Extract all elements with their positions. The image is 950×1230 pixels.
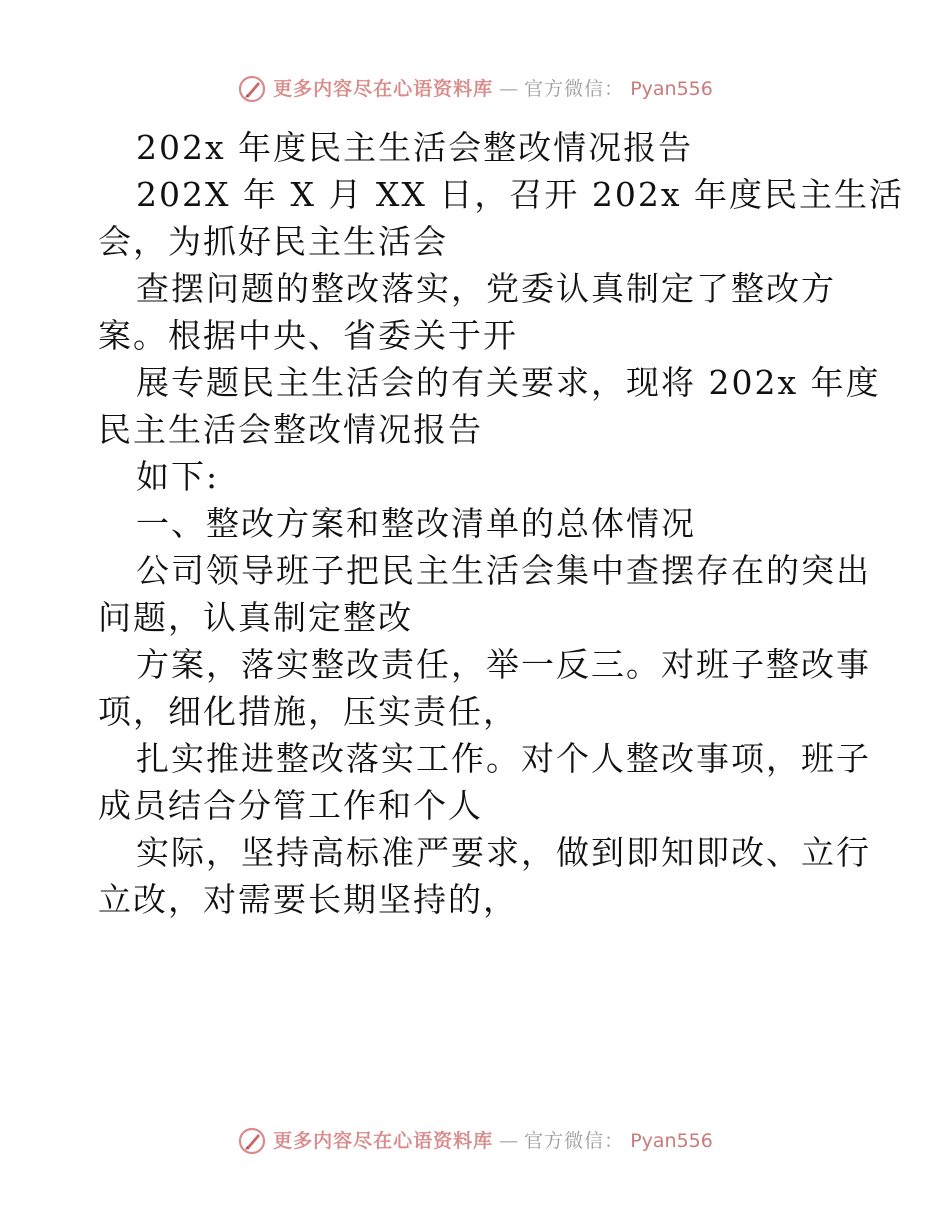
watermark-wechat-id: Pyan556 [630,78,713,100]
watermark-wechat-label: 官方微信： [524,78,625,100]
document-line: 202x 年度民主生活会整改情况报告 [136,128,694,167]
document-line: 如下: [136,457,220,496]
quill-logo-icon [237,74,267,104]
watermark-wechat-id: Pyan556 [630,1130,713,1152]
watermark-dash: — [499,78,519,100]
document-line: 项，细化措施，压实责任， [98,692,518,731]
document-line: 一、整改方案和整改清单的总体情况 [136,504,696,543]
watermark-main-text: 更多内容尽在心语资料库 [273,1130,494,1152]
document-line: 会，为抓好民主生活会 [98,222,448,261]
document-line: 展专题民主生活会的有关要求，现将 202x 年度 [136,363,881,402]
watermark-wechat-label: 官方微信： [524,1130,625,1152]
quill-logo-icon [237,1126,267,1156]
document-line: 立改，对需要长期坚持的， [98,880,518,919]
document-line: 成员结合分管工作和个人 [98,786,483,825]
document-line: 扎实推进整改落实工作。对个人整改事项，班子 [136,739,871,778]
document-line: 方案，落实整改责任，举一反三。对班子整改事 [136,645,871,684]
document-line: 案。根据中央、省委关于开 [98,316,518,355]
document-line: 实际，坚持高标准严要求，做到即知即改、立行 [136,833,871,872]
document-line: 民主生活会整改情况报告 [98,410,483,449]
header-watermark [0,74,950,104]
document-line: 查摆问题的整改落实，党委认真制定了整改方 [136,269,836,308]
watermark-dash: — [499,1130,519,1152]
watermark-main-text: 更多内容尽在心语资料库 [273,78,494,100]
footer-watermark [0,1126,950,1156]
document-line: 问题，认真制定整改 [98,598,413,637]
document-body [98,124,904,923]
document-line: 公司领导班子把民主生活会集中查摆存在的突出 [136,551,871,590]
document-line: 202X 年 X 月 XX 日，召开 202x 年度民主生活 [136,175,904,214]
